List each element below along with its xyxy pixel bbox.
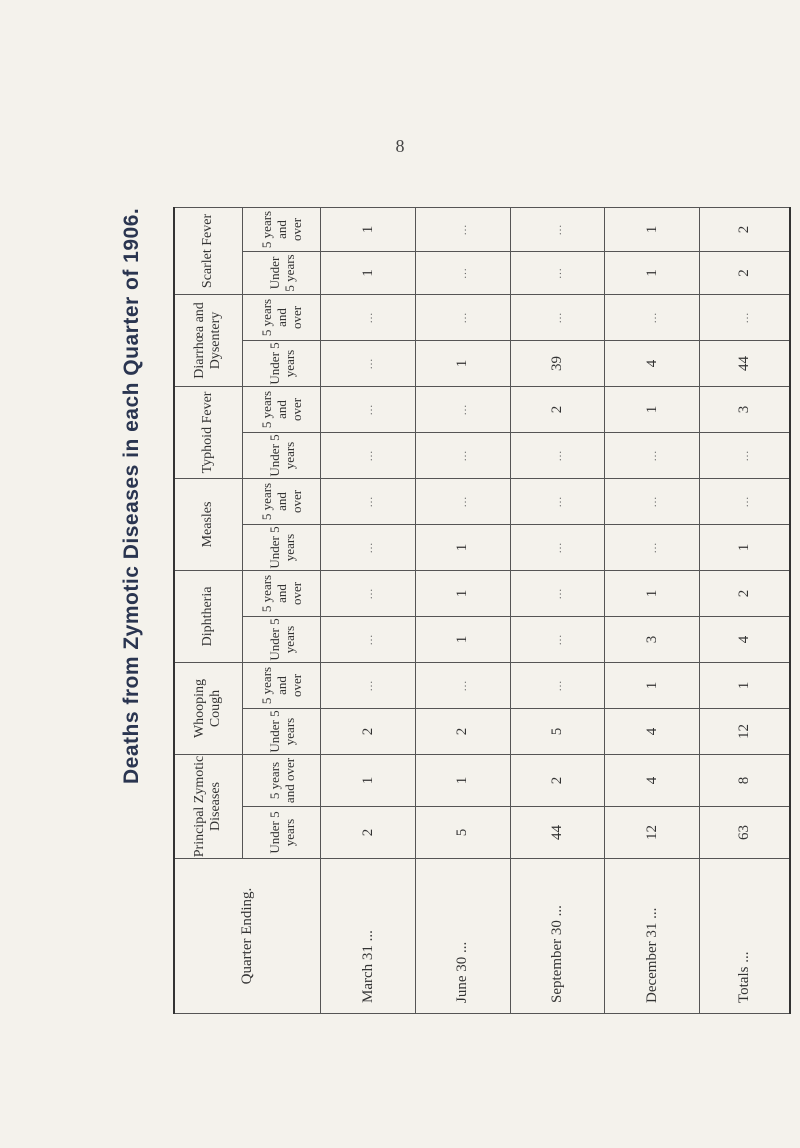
- empty-cell: [416, 207, 511, 251]
- empty-cell: [321, 294, 416, 340]
- empty-cell: [416, 662, 511, 708]
- table-row: [321, 207, 416, 1013]
- leader-dots: ...: [362, 403, 375, 416]
- value-cell: 12: [605, 807, 700, 859]
- leader-dots: ...: [551, 267, 564, 279]
- group-header-measles: Measles: [174, 478, 242, 570]
- zymotic-deaths-table: [173, 207, 791, 1014]
- leader-dots: ...: [457, 679, 470, 692]
- empty-cell: [321, 386, 416, 432]
- value-cell: 5: [510, 709, 605, 755]
- leader-dots: ...: [457, 223, 470, 236]
- table-row: [699, 207, 790, 1013]
- value-cell: 4: [605, 709, 700, 755]
- zymotic-deaths-table-container: [173, 209, 791, 1014]
- value-cell: 1: [321, 755, 416, 807]
- empty-cell: [510, 570, 605, 616]
- value-cell: 2: [699, 207, 790, 251]
- value-cell: 3: [605, 616, 700, 662]
- row-label: Totals ...: [699, 859, 790, 1014]
- leader-dots: ...: [551, 541, 564, 554]
- leader-dots: ...: [362, 449, 375, 462]
- value-cell: 4: [699, 616, 790, 662]
- value-cell: 2: [510, 386, 605, 432]
- value-cell: 1: [416, 570, 511, 616]
- leader-dots: ...: [457, 495, 470, 508]
- value-cell: 4: [605, 755, 700, 807]
- empty-cell: [416, 432, 511, 478]
- group-header-diarrhoea: Diarrhœa and Dysentery: [174, 294, 242, 386]
- leader-dots: ...: [738, 495, 751, 508]
- sub-header-over: 5 years and over: [242, 386, 321, 432]
- value-cell: 3: [699, 386, 790, 432]
- empty-cell: [416, 386, 511, 432]
- empty-cell: [605, 524, 700, 570]
- empty-cell: [321, 524, 416, 570]
- empty-cell: [699, 294, 790, 340]
- empty-cell: [321, 570, 416, 616]
- value-cell: 2: [510, 755, 605, 807]
- value-cell: 1: [321, 251, 416, 294]
- value-cell: 2: [321, 807, 416, 859]
- empty-cell: [321, 340, 416, 386]
- sub-header-under: Under 5 years: [242, 807, 321, 859]
- leader-dots: ...: [551, 311, 564, 324]
- leader-dots: ...: [457, 449, 470, 462]
- leader-dots: ...: [551, 223, 564, 236]
- sub-header-over: 5 years and over: [242, 662, 321, 708]
- empty-cell: [510, 524, 605, 570]
- empty-cell: [321, 478, 416, 524]
- value-cell: 1: [321, 207, 416, 251]
- group-header-principal: Principal Zymotic Diseases: [174, 755, 242, 859]
- page-title: Deaths from Zymotic Diseases in each Quarter of 1906.: [120, 207, 143, 784]
- empty-cell: [321, 616, 416, 662]
- value-cell: 2: [321, 709, 416, 755]
- table-body: [321, 207, 790, 1013]
- value-cell: 1: [605, 207, 700, 251]
- empty-cell: [605, 294, 700, 340]
- empty-cell: [321, 662, 416, 708]
- leader-dots: ...: [551, 449, 564, 462]
- sub-header-under: Under 5 years: [242, 432, 321, 478]
- value-cell: 1: [416, 616, 511, 662]
- value-cell: 1: [699, 524, 790, 570]
- leader-dots: ...: [646, 311, 659, 324]
- empty-cell: [321, 432, 416, 478]
- leader-dots: ...: [551, 495, 564, 508]
- row-label: September 30 ...: [510, 859, 605, 1014]
- empty-cell: [416, 478, 511, 524]
- row-label: December 31 ...: [605, 859, 700, 1014]
- empty-cell: [510, 207, 605, 251]
- empty-cell: [510, 294, 605, 340]
- leader-dots: ...: [362, 495, 375, 508]
- empty-cell: [699, 432, 790, 478]
- leader-dots: ...: [457, 267, 470, 279]
- sub-header-over: 5 years and over: [242, 755, 321, 807]
- value-cell: 44: [699, 340, 790, 386]
- leader-dots: ...: [362, 587, 375, 600]
- leader-dots: ...: [646, 495, 659, 508]
- leader-dots: ...: [362, 679, 375, 692]
- table-row: [416, 207, 511, 1013]
- leader-dots: ...: [646, 449, 659, 462]
- value-cell: 44: [510, 807, 605, 859]
- value-cell: 2: [416, 709, 511, 755]
- value-cell: 1: [416, 340, 511, 386]
- empty-cell: [510, 432, 605, 478]
- leader-dots: ...: [551, 633, 564, 646]
- value-cell: 1: [416, 524, 511, 570]
- sub-header-over: 5 years and over: [242, 207, 321, 251]
- sub-header-under: Under 5 years: [242, 709, 321, 755]
- empty-cell: [416, 294, 511, 340]
- value-cell: 5: [416, 807, 511, 859]
- leader-dots: ...: [362, 541, 375, 554]
- value-cell: 1: [605, 251, 700, 294]
- group-header-diphtheria: Diphtheria: [174, 570, 242, 662]
- value-cell: 12: [699, 709, 790, 755]
- value-cell: 1: [605, 570, 700, 616]
- sub-header-under: Under 5 years: [242, 616, 321, 662]
- leader-dots: ...: [551, 587, 564, 600]
- table-row: [510, 207, 605, 1013]
- empty-cell: [699, 478, 790, 524]
- sub-header-over: 5 years and over: [242, 570, 321, 616]
- quarter-header: Quarter Ending.: [174, 859, 321, 1014]
- sub-header-under: Under 5 years: [242, 251, 321, 294]
- leader-dots: ...: [457, 311, 470, 324]
- value-cell: 8: [699, 755, 790, 807]
- leader-dots: ...: [551, 679, 564, 692]
- value-cell: 1: [699, 662, 790, 708]
- sub-header-under: Under 5 years: [242, 524, 321, 570]
- row-label: March 31 ...: [321, 859, 416, 1014]
- leader-dots: ...: [738, 449, 751, 462]
- leader-dots: ...: [457, 403, 470, 416]
- empty-cell: [416, 251, 511, 294]
- value-cell: 1: [605, 386, 700, 432]
- value-cell: 2: [699, 570, 790, 616]
- table-row: [605, 207, 700, 1013]
- leader-dots: ...: [362, 633, 375, 646]
- group-header-typhoid: Typhoid Fever: [174, 386, 242, 478]
- value-cell: 63: [699, 807, 790, 859]
- leader-dots: ...: [362, 311, 375, 324]
- leader-dots: ...: [738, 311, 751, 324]
- empty-cell: [510, 478, 605, 524]
- group-header-scarlet-fever: Scarlet Fever: [174, 207, 242, 294]
- leader-dots: ...: [362, 357, 375, 370]
- group-header-whooping-cough: Whooping Cough: [174, 662, 242, 754]
- value-cell: 4: [605, 340, 700, 386]
- sub-header-under: Under 5 years: [242, 340, 321, 386]
- row-label: June 30 ...: [416, 859, 511, 1014]
- empty-cell: [510, 616, 605, 662]
- leader-dots: ...: [646, 541, 659, 554]
- empty-cell: [510, 251, 605, 294]
- value-cell: 2: [699, 251, 790, 294]
- sub-header-over: 5 years and over: [242, 478, 321, 524]
- value-cell: 1: [605, 662, 700, 708]
- value-cell: 39: [510, 340, 605, 386]
- empty-cell: [605, 432, 700, 478]
- empty-cell: [510, 662, 605, 708]
- page-number: 8: [395, 136, 405, 156]
- sub-header-over: 5 years and over: [242, 294, 321, 340]
- value-cell: 1: [416, 755, 511, 807]
- empty-cell: [605, 478, 700, 524]
